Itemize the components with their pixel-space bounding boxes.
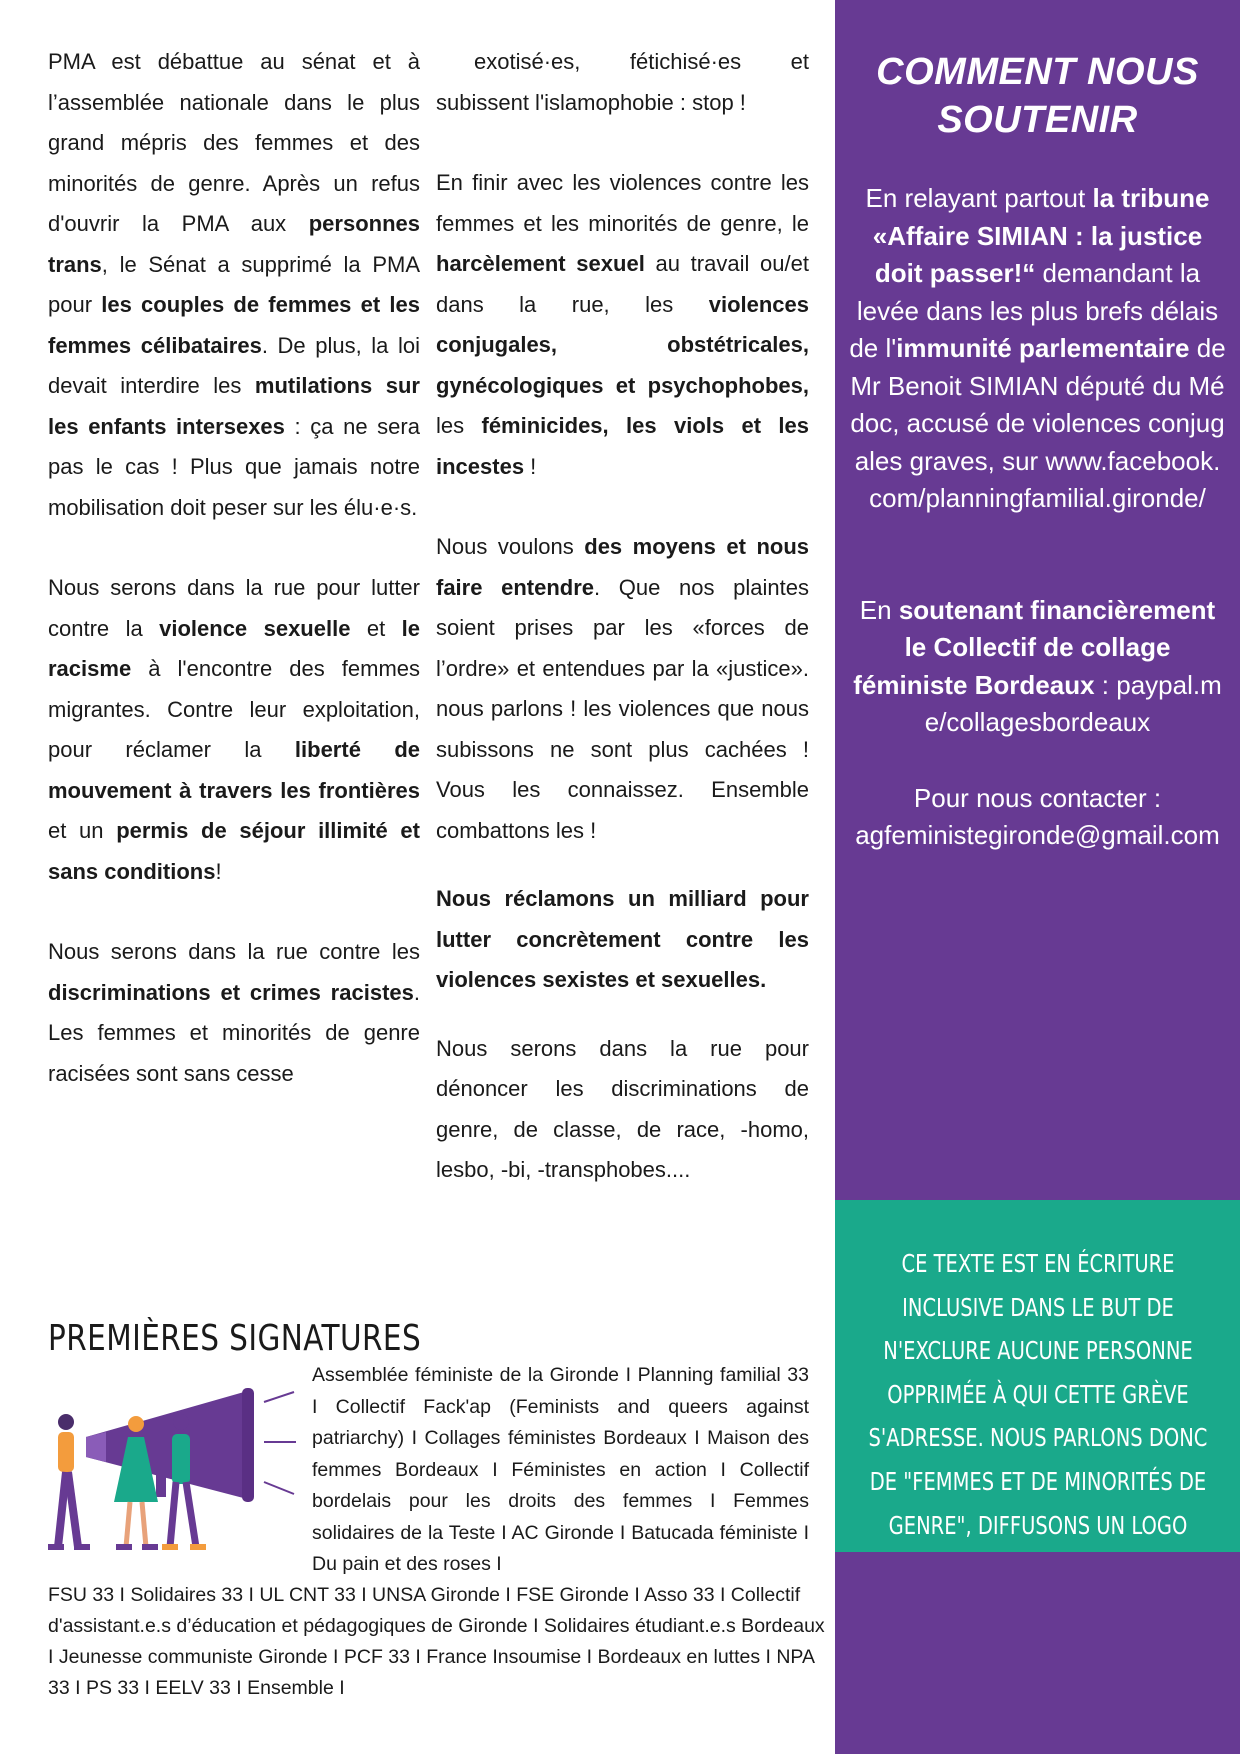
signatures-list-part1: Assemblée féministe de la Gironde I Planning familial 33 I Collectif Fack'ap (Feminists and queers against patriarchy) I Collages féministes Bordeaux I Maison des femmes Bordeaux I Féministes en action I Collectif bordelais pour les droits des femmes I Femmes solidaires de la Teste I AC Gironde I Batucada féministe I Du pain et des roses I: [312, 1364, 809, 1575]
paragraph-billion: Nous réclamons un milliard pour lutter concrètement contre les violences sexistes et sexuelles.: [436, 886, 809, 992]
paragraph-islamophobia: exotisé·es, fétichisé·es et subissent l'islamophobie : stop !: [436, 49, 809, 115]
contact-block: Pour nous contacter : agfeministegironde@gmail.com: [855, 782, 1220, 850]
megaphone-women-illustration: [46, 1382, 296, 1557]
article-column-left: [48, 42, 420, 1094]
signatures-list-part2: FSU 33 I Solidaires 33 I UL CNT 33 I UNSA Gironde I FSE Gironde I Asso 33 I Collectif d'assistant.e.s d’éducation et pédagogiques de Gironde I Solidaires étudiant.e.s Bordeaux I Jeunesse communiste Gironde I PCF 33 I France Insoumise I Bordeaux en luttes I NPA 33 I PS 33 I EELV 33 I Ensemble I: [48, 1584, 825, 1699]
inclusive-writing-note: [835, 1200, 1240, 1552]
support-title: COMMENT NOUS SOUTENIR: [876, 51, 1199, 141]
article-column-middle: [436, 42, 809, 1191]
paragraph-means: Nous voulons des moyens et nous faire entendre. Que nos plaintes soient prises par les «forces de l’ordre» et entendues par la «justice». nous parlons ! les violences que nous subissons ne sont plus cachées ! Vous les connaissez. Ensemble combattons les !: [436, 534, 809, 843]
signatures-heading: PREMIÈRES SIGNATURES: [48, 1318, 422, 1359]
paragraph-migrant-women: Nous serons dans la rue pour lutter contre la violence sexuelle et le racisme à l'encontre des femmes migrantes. Contre leur exploitation, pour réclamer la liberté de mouvement à travers les frontières et un permis de séjour illimité et sans conditions!: [48, 575, 420, 884]
paragraph-pma: PMA est débattue au sénat et à l’assemblée nationale dans le plus grand mépris des femmes et des minorités de genre. Après un refus d'ouvrir la PMA aux personnes trans, le Sénat a supprimé la PMA pour les couples de femmes et les femmes célibataires. De plus, la loi devait interdire les mutilations sur les enfants intersexes : ça ne sera pas le cas ! Plus que jamais notre mobilisation doit peser sur les élu·e·s.: [48, 49, 421, 520]
paragraph-racism: Nous serons dans la rue contre les discriminations et crimes racistes. Les femmes et minorités de genre racisées sont sans cesse: [48, 939, 420, 1086]
support-relay-block: En relayant partout la tribune «Affaire SIMIAN : la justice doit passer!“ demandant la levée dans les plus brefs délais de l'immunité parlementaire de Mr Benoit SIMIAN député du Médoc, accusé de violences conjugales graves, sur www.facebook.com/planningfamilial.gironde/: [849, 183, 1226, 513]
sidebar-footer-band: [835, 1552, 1240, 1754]
paragraph-violences: En finir avec les violences contre les femmes et les minorités de genre, le harcèlement sexuel au travail ou/et dans la rue, les violences conjugales, obstétricales, gynécologiques et psychophobes, les féminicides, les viols et les incestes !: [436, 170, 809, 479]
support-donation-block: En soutenant financièrement le Collectif de collage féministe Bordeaux : paypal.me/collagesbordeaux: [853, 594, 1222, 737]
support-sidebar: [835, 0, 1240, 1200]
inclusive-writing-text: CE TEXTE EST EN ÉCRITURE INCLUSIVE DANS LE BUT DE N'EXCLURE AUCUNE PERSONNE OPPRIMÉE À QUI CETTE GRÈVE S'ADRESSE. NOUS PARLONS DONC DE "FEMMES ET DE MINORITÉS DE GENRE", DIFFUSONS UN LOGO: [868, 1249, 1208, 1540]
paragraph-discriminations: Nous serons dans la rue pour dénoncer les discriminations de genre, de classe, de race, -homo, lesbo, -bi, -transphobes....: [436, 1035, 809, 1182]
